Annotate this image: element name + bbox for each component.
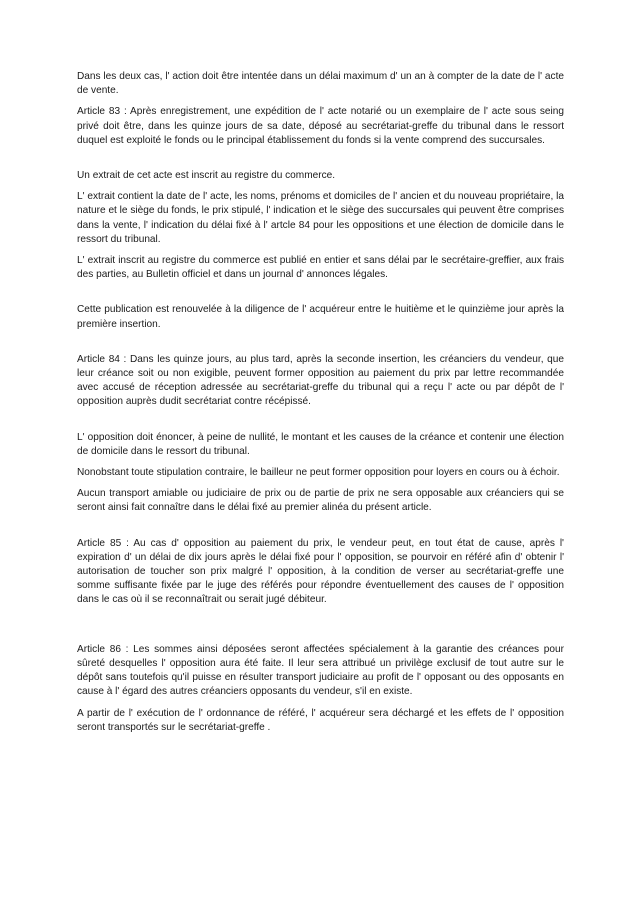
- paragraph-article-83: Article 83 : Après enregistrement, une expédition de l' acte notarié ou un exemplaire de l' acte sous seing privé doit être, dans les quinze jours de sa date, déposé au secrétariat-greffe du tribunal dans le ressort duquel est exploité le fonds ou le principal établissement du fonds si la vente comprend des succursales.: [77, 106, 564, 146]
- paragraph-opposition-enoncer: L' opposition doit énoncer, à peine de nullité, le montant et les causes de la créance et contenir une élection de domicile dans le ressort du tribunal.: [77, 431, 564, 457]
- paragraph-ordonnance-refere: A partir de l' exécution de l' ordonnance de référé, l' acquéreur sera déchargé et les effets de l' opposition seront transportés sur le secrétariat-greffe .: [77, 707, 564, 733]
- paragraph-article-86: Article 86 : Les sommes ainsi déposées seront affectées spécialement à la garantie des créances pour sûreté desquelles l' opposition aura été faite. Il leur sera attribué un privilège exclusif de tout autre sur le dépôt sans toutefois qu'il puisse en résulter transport judiciaire au profit de l' opposant ou des opposants en cause à l' égard des autres créanciers opposants du vendeur, s'il en existe.: [77, 643, 564, 698]
- paragraph-article-84: Article 84 : Dans les quinze jours, au plus tard, après la seconde insertion, les créanciers du vendeur, que leur créance soit ou non exigible, peuvent former opposition au paiement du prix par lettre recommandée avec accusé de réception adressée au secrétariat-greffe du tribunal qui a reçu l' acte ou par dépôt de l' opposition auprès dudit secrétariat contre récépissé.: [77, 353, 564, 408]
- paragraph-extrait-publie: L' extrait inscrit au registre du commerce est publié en entier et sans délai par le secrétaire-greffier, aux frais des parties, au Bulletin officiel et dans un journal d' annonces légales.: [77, 255, 564, 281]
- paragraph-extrait-inscrit: Un extrait de cet acte est inscrit au registre du commerce.: [77, 170, 336, 182]
- document-page: [77, 70, 564, 735]
- paragraph-transport-amiable: Aucun transport amiable ou judiciaire de prix ou de partie de prix ne sera opposable aux créanciers qui se seront ainsi fait connaître dans le délai fixé au premier alinéa du présent article.: [77, 488, 564, 514]
- paragraph-article-85: Article 85 : Au cas d' opposition au paiement du prix, le vendeur peut, en tout état de cause, après l' expiration d' un délai de dix jours après le délai fixé pour l' opposition, se pourvoir en référé afin d' obtenir l' autorisation de toucher son prix malgré l' opposition, à la condition de verser au secrétariat-greffe une somme suffisante fixée par le juge des référés pour répondre éventuellement des causes de l' opposition dans le cas où il se reconnaîtrait ou serait jugé débiteur.: [77, 537, 564, 606]
- paragraph-extrait-contenu: L' extrait contient la date de l' acte, les noms, prénoms et domiciles de l' ancien et du nouveau propriétaire, la nature et le siège du fonds, le prix stipulé, l' indication et le siège des succursales qui peuvent être comprises dans la vente, l' indication du délai fixé à l' artcle 84 pour les oppositions et une élection de domicile dans le ressort du tribunal.: [77, 191, 564, 245]
- paragraph-delai-action: Dans les deux cas, l' action doit être intentée dans un délai maximum d' un an à compter de la date de l' acte de vente.: [77, 71, 564, 97]
- paragraph-bailleur: Nonobstant toute stipulation contraire, le bailleur ne peut former opposition pour loyers en cours ou à échoir.: [77, 467, 560, 479]
- paragraph-publication-renouvelee: Cette publication est renouvelée à la diligence de l' acquéreur entre le huitième et le quinzième jour après la première insertion.: [77, 304, 564, 330]
